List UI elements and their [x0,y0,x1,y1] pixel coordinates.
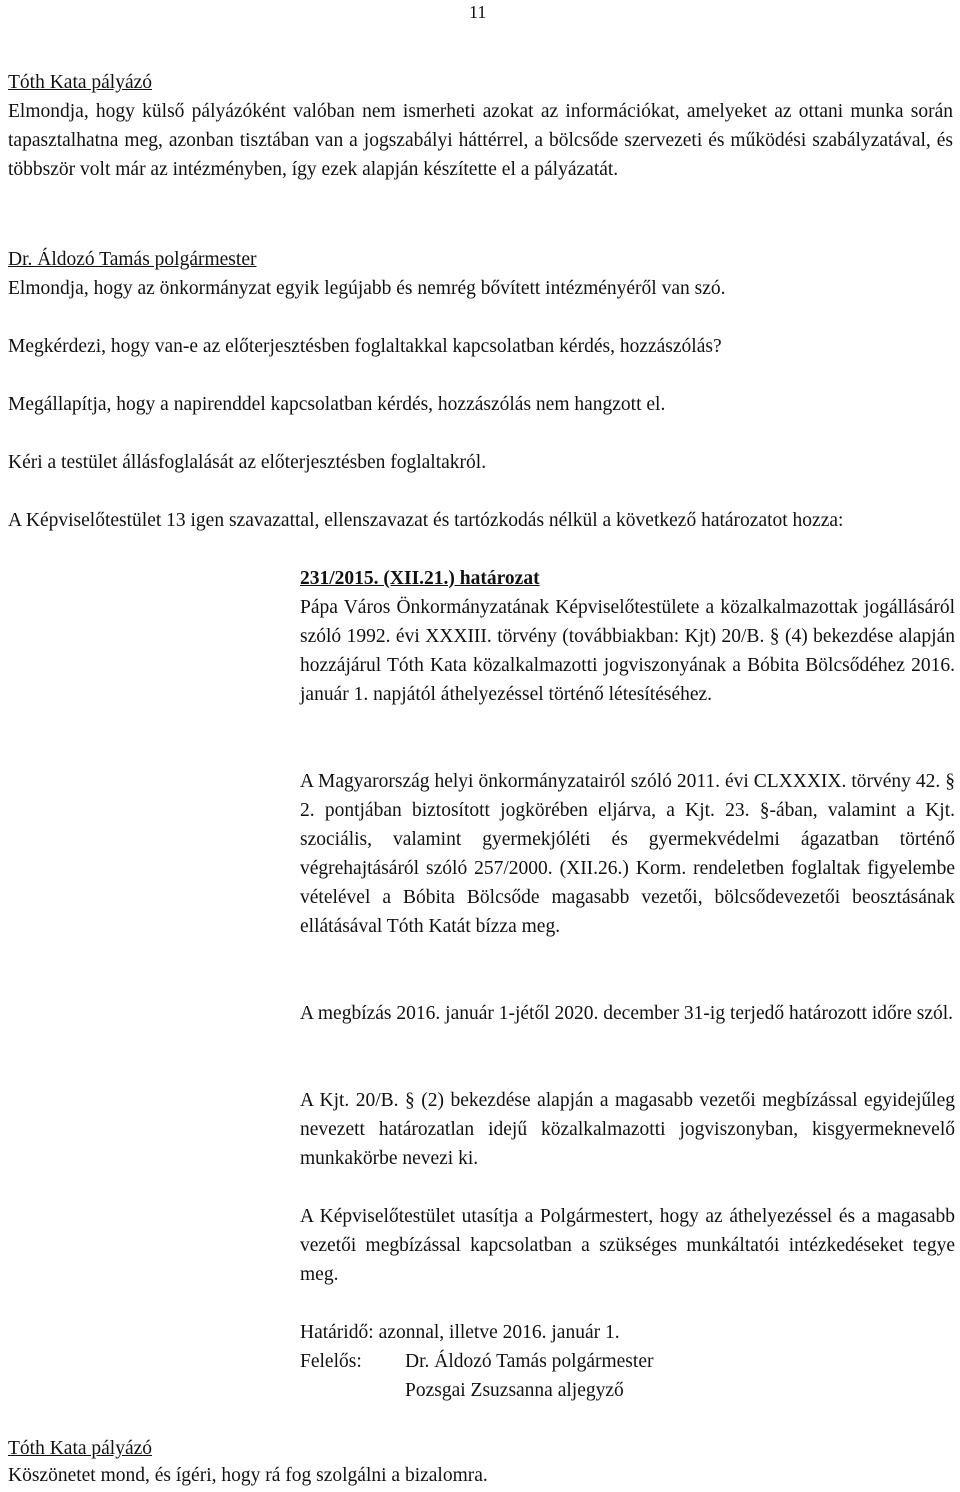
question-text: Megkérdezi, hogy van-e az előterjesztésben foglaltakkal kapcsolatban kérdés, hozzászólás? [8,336,722,357]
vote-result: A Képviselőtestület 13 igen szavazattal, ellenszavazat és tartózkodás nélkül a következő határozatot hozza: [8,510,844,531]
resolution-paragraph: A Képviselőtestület utasítja a Polgármestert, hogy az áthelyezéssel és a magasabb vezetői megbízással kapcsolatban a szükséges munkáltatói intézkedéseket tegye meg. [300,1206,955,1285]
deadline-and-responsibility [300,1318,955,1405]
speaker-name: Dr. Áldozó Tamás polgármester [8,249,257,270]
speech-text: Elmondja, hogy külső pályázóként valóban nem ismerheti azokat az információkat, amelyeket az ottani munka során tapasztalhatna meg, azonban tisztában van a jogszabályi háttérrel, a bölcsőde szervezeti és működési szabályzatával, és többször volt már az intézményben, így ezek alapján készítette el a pályázatát. [8,101,953,180]
request-text: Kéri a testület állásfoglalását az előterjesztésben foglaltakról. [8,452,487,473]
responsible-label: Felelős: [300,1351,362,1372]
speech-text: Elmondja, hogy az önkormányzat egyik legújabb és nemrég bővített intézményéről van szó. [8,278,726,299]
deadline-row [300,1318,955,1347]
statement-text: Megállapítja, hogy a napirenddel kapcsolatban kérdés, hozzászólás nem hangzott el. [8,394,666,415]
resolution-title: 231/2015. (XII.21.) határozat [300,568,540,589]
responsible-person: Dr. Áldozó Tamás polgármester [405,1351,654,1372]
resolution-paragraph: Pápa Város Önkormányzatának Képviselőtestülete a közalkalmazottak jogállásáról szóló 1992. évi XXXIII. törvény (továbbiakban: Kjt) 20/B. § (4) bekezdése alapján hozzájárul Tóth Kata közalkalmazotti jogviszonyának a Bóbita Bölcsődéhez 2016. január 1. napjától áthelyezéssel történő létesítéséhez. [300,597,955,705]
responsible-person: Pozsgai Zsuzsanna aljegyző [405,1380,624,1401]
responsible-row [300,1376,955,1405]
resolution-paragraph: A megbízás 2016. január 1-jétől 2020. december 31-ig terjedő határozott időre szól. [300,1003,954,1024]
speech-text: Köszönetet mond, és ígéri, hogy rá fog szolgálni a bizalomra. [8,1465,488,1486]
deadline-label: Határidő: [300,1322,374,1343]
speaker-name: Tóth Kata pályázó [8,72,153,93]
deadline-value: azonnal, illetve 2016. január 1. [378,1322,620,1343]
resolution-paragraph: A Kjt. 20/B. § (2) bekezdése alapján a magasabb vezetői megbízással egyidejűleg nevezett határozatlan idejű közalkalmazotti jogviszonyban, kisgyermeknevelő munkakörbe nevezi ki. [300,1090,955,1169]
resolution-paragraph: A Magyarország helyi önkormányzatairól szóló 2011. évi CLXXXIX. törvény 42. § 2. pontjában biztosított jogkörében eljárva, a Kjt. 23. §-ában, valamint a Kjt. szociális, valamint gyermekjóléti és gyermekvédelmi ágazatban történő végrehajtásáról szóló 257/2000. (XII.26.) Korm. rendeletben foglaltak figyelembe vételével a Bóbita Bölcsőde magasabb vezetői, bölcsődevezetői beosztásának ellátásával Tóth Katát bízza meg. [300,771,955,937]
responsible-row [300,1347,955,1376]
speaker-name: Tóth Kata pályázó [8,1438,153,1459]
page-number: 11 [469,2,487,22]
responsible-label-spacer [300,1376,405,1405]
